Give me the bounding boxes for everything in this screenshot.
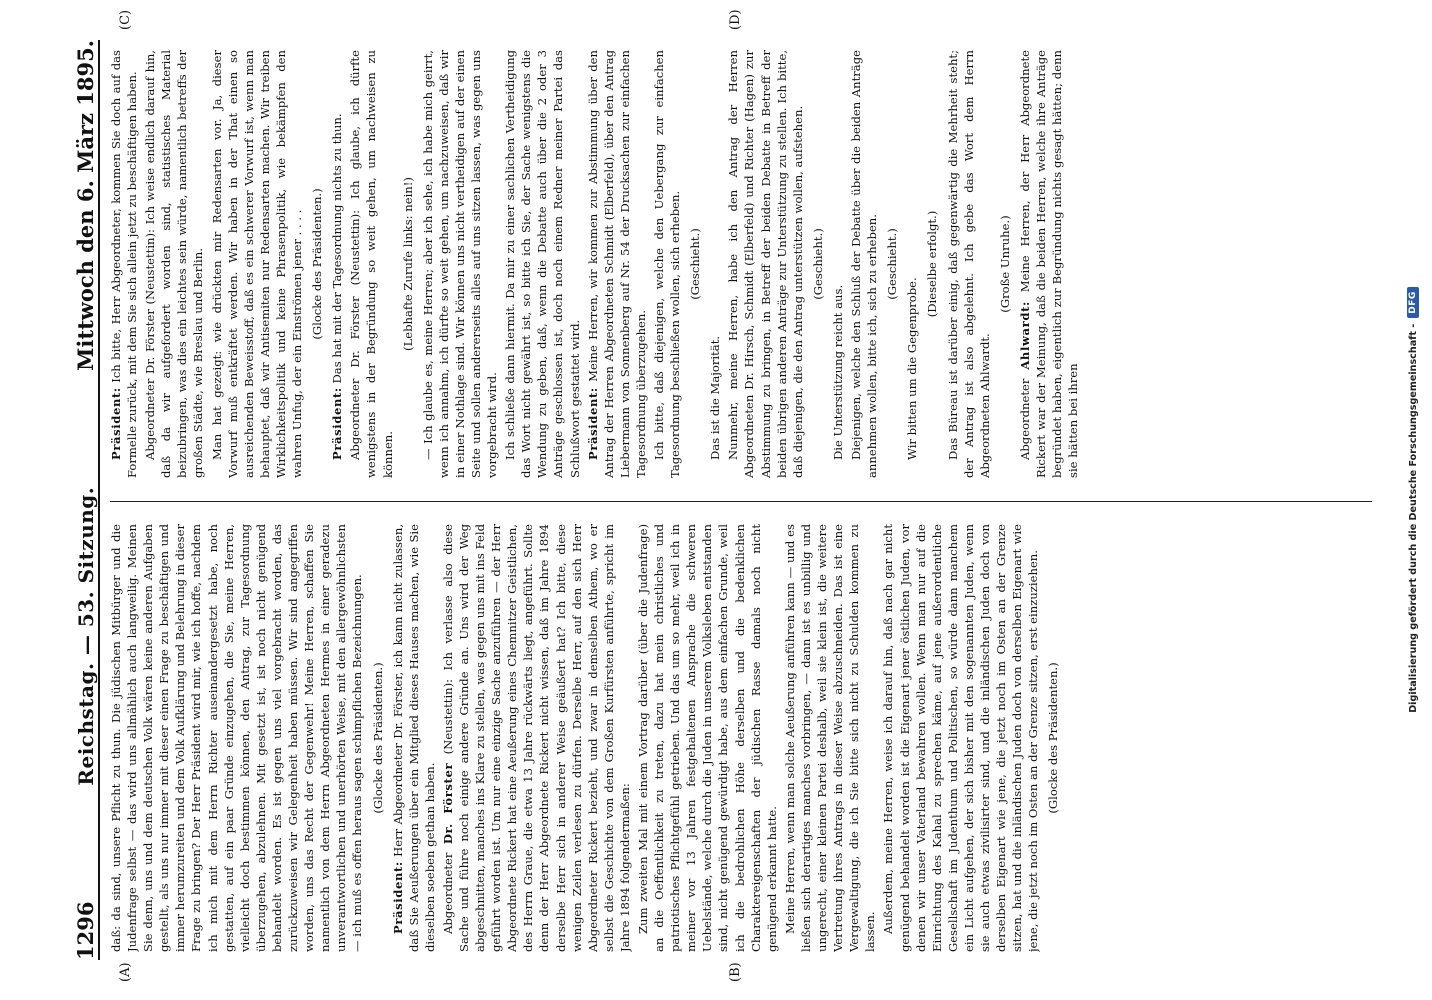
margin-letter-a: (A) [118, 962, 133, 982]
left-paragraph-3-text: (Neustettin): Ich verlasse also diese Sache und führe noch einige andere Gründe an. Uns wird der Weg abgeschnitten, manches ins Klare zu stellen, was gegen uns mit ins Feld geführt worden ist. Um nur eine einzige Sache anzuführen — der Herr Abgeordnete Rickert hat eine Aeußerung eines Chemnitzer Geistlichen, des Herrn Graue, die etwa 13 Jahre rückwärts liegt, angeführt. Sollte denn der Herr Abgeordnete Rickert nicht wissen, daß im Jahre 1894 derselbe Herr sich in anderer Weise geäußert hat? Ich bitte, diese wenigen Zeilen verlesen zu dürfen. Derselbe Herr, auf den sich Herr Abgeordneter Rickert bezieht, und zwar in demselben Athem, wo er selbst die Geschichte von dem Großen Kurfürsten anführte, spricht im Jahre 1894 folgendermaßen: [440, 524, 632, 952]
right-stage-direction-5: (Große Unruhe.) [997, 215, 1012, 313]
left-paragraph-2-text: Herr Abgeordneter Dr. Förster, ich kann nicht zulassen, daß Sie Aeußerungen über ein Mitglied dieses Hauses machen, wie Sie dieselben soeben gethan haben. [390, 524, 437, 952]
speaker-label-president: Präsident: [390, 861, 405, 934]
right-paragraph-7: Ich schließe dann hiermit. Da mir zu einer sachlichen Vertheidigung das Wort nicht gewährt ist, so bitte ich Sie, der Sache wenigstens die Wendung zu geben, daß, wenn die Debatte auch über die 2 oder 3 Anträge geschlossen ist, doch noch einem Redner meiner Partei das Schlußwort gestattet wird. [503, 50, 582, 478]
margin-letter-d: (D) [728, 9, 743, 30]
right-stage-direction-1: (Geschieht.) [688, 228, 703, 300]
left-president-bell-2: (Glocke des Präsidenten.) [1046, 662, 1061, 814]
right-paragraph-6: — Ich glaube es, meine Herren; aber ich sehe, ich habe mich geirrt, wenn ich annahm, ich dürfte so weit gehen, um nachzuweisen, daß wir in einer Nothlage sind. Wir können uns nicht vertheidigen auf der einen Seite und sollen andererseits alles auf uns sitzen lassen, was gegen uns vorgebracht wird. [420, 50, 500, 478]
left-paragraph-1: daß: da sind, unsere Pflicht zu thun. Die jüdischen Mitbürger und die Judenfrage selbst — das wird uns allmählich auch langweilig. Meinen Sie denn, uns und dem deutschen Volk wären keine anderen Aufgaben gestellt, als uns nur immer mit dieser einen Frage zu beschäftigen und immer herumzureiten und dem Volk Aufklärung und Belehrung in dieser Frage zu bringen? Der Herr Präsident wird mir, wie ich hoffe, nachdem ich mich mit dem Herrn Richter auseinandergesetzt habe, noch gestatten, auf ein paar Gründe einzugehen, die Sie, meine Herren, vielleicht doch bestimmen können, den Antrag, zur Tagesordnung überzugehen, abzulehnen. Mit gesetzt ist, ist noch nicht genügend behandelt worden. Es ist gegen uns viel vorgebracht worden, das zurückzuweisen wir Gelegenheit haben müssen. Wir sind angegriffen worden, uns das Recht der Gegenwehr! Meine Herren, schaffen Sie namentlich von dem Herrn Abgeordneten Hermes in einer geradezu unverantwortlichen und unerhörten Weise, mit den allergewöhnlichsten — ich muß es offen heraus sagen schimpflichen Bezeichnungen. [109, 524, 365, 952]
right-paragraph-14: Wir bitten um die Gegenprobe. [905, 277, 920, 460]
right-paragraph-4-text: Das hat mit der Tagesordnung nichts zu thun. [330, 113, 345, 384]
margin-letter-b: (B) [728, 962, 743, 982]
column-divider [110, 501, 1372, 502]
right-president-bell-1: (Glocke des Präsidenten.) [310, 188, 325, 340]
right-paragraph-16-prefix: Abgeordneter [1017, 378, 1032, 460]
right-paragraph-8 [585, 50, 649, 478]
right-paragraph-4 [329, 50, 345, 478]
left-paragraph-6: Außerdem, meine Herren, weise ich darauf hin, daß nach gar nicht genügend behandelt worden ist die Eigenart jener östlichen Juden, vor denen wir unser Vaterland bewahren wollen. Wenn man nur auf die Einrichtung des Kahal zu sprechen käme, auf jene außerordentliche Gesellschaft im Judenthum und Politischen, so würde dann manchem ein Licht aufgehen, der sich bisher mit den sogenannten Juden, wenn sie auch etwas zivilisirter sind, und die inländischen Juden doch von derselben Eigenart wie jene, die jetzt noch im Osten an der Grenze sitzen, hat und die inländischen Juden doch von derselben Eigenart wie jene, die jetzt noch im Osten an der Grenze sitzen, erst einzuziehen. [881, 524, 1041, 952]
left-paragraph-4: Zum zweiten Mal mit einem Vortrag darüber (über die Judenfrage) an die Oeffentlichkeit zu treten, dazu hat mein christliches und patriotisches Pflichtgefühl getrieben. Und das um so mehr, weil ich in meiner vor 13 Jahren festgehaltenen Ansprache die schweren Uebelstände, welche durch die Juden in unserem Volksleben entstanden sind, nicht genügend gewürdigt habe, aus dem einfachen Grunde, weil ich die bedrohlichen Höhe derselben und die bedenklichen Charaktereigenschaften der jüdischen Rasse damals noch nicht genügend erkannt hatte. [636, 524, 779, 952]
left-column [108, 524, 1378, 952]
session-date: Mittwoch den 6. März 1895. [73, 40, 98, 371]
speaker-label-president: Präsident: [585, 387, 600, 460]
right-interjection: (Lebhafte Zurufe links: nein!) [400, 177, 415, 351]
right-paragraph-8-text: Meine Herren, wir kommen zur Abstimmung über den Antrag der Herren Abgeordneten Schmidt (Elberfeld), über den Antrag Liebermann von Sonnenberg auf Nr. 54 der Drucksachen zur einfachen Tagesordnung überzugehen. [585, 50, 648, 478]
speaker-label-president: Präsident: [109, 387, 123, 460]
right-paragraph-1-text: Ich bitte, Herr Abgeordneter, kommen Sie doch auf das Formelle zurück, mit dem Sie sich allein jetzt zu beschäftigen haben. [109, 50, 140, 478]
digitization-credit-text: Digitalisierung gefördert durch die Deutsche Forschungsgemeinschaft - [1407, 323, 1419, 713]
right-paragraph-10: Das ist die Majorität. [708, 335, 723, 460]
right-paragraph-16 [1017, 50, 1081, 478]
dfg-logo-icon: DFG [1407, 287, 1419, 318]
right-paragraph-1 [108, 50, 140, 478]
right-stage-direction-2: (Geschieht.) [810, 228, 825, 300]
right-paragraph-13: Diejenigen, welche den Schluß der Debatte über die beiden Anträge annehmen wollen, bitte ich, sich zu erheben. [849, 50, 880, 478]
speaker-label-foerster: Dr. Förster [440, 762, 455, 845]
page-header [62, 40, 100, 960]
margin-letter-c: (C) [118, 9, 133, 30]
right-paragraph-12: Die Unterstützung reicht aus. [830, 284, 845, 460]
right-paragraph-15: Das Büreau ist darüber einig, daß gegenwärtig die Mehrheit steht; der Antrag ist also abgelehnt. Ich gebe das Wort dem Herrn Abgeordneten Ahlwardt. [945, 50, 992, 478]
right-paragraph-2: Abgeordneter Dr. Förster (Neustettin): Ich weise endlich darauf hin, daß da wir aufgefordert worden sind, statistisches Material beizubringen, was dies ein leichtes sein würde, namentlich betreffs der großen Städte, wie Breslau und Berlin. [143, 50, 206, 478]
right-stage-direction-3: (Geschieht.) [885, 228, 900, 300]
right-paragraph-11: Nunmehr, meine Herren, habe ich den Antrag der Herren Abgeordneten Dr. Hirsch, Schmidt (Elberfeld) und Richter (Hagen) zur Abstimmung zu bringen, in Betreff der beiden Debatte in Betreff der beiden übrigen anderen Anträge zur Unterstützung zu stellen. Ich bitte, daß diejenigen, die den Antrag unterstützen wollen, aufstehen. [726, 50, 805, 478]
right-stage-direction-4: (Dieselbe erfolgt.) [925, 210, 940, 318]
speaker-label-ahlwardt: Ahlwardt: [1017, 301, 1032, 370]
right-column [108, 50, 1378, 478]
left-paragraph-2 [390, 524, 438, 952]
speaker-label-president: Präsident: [330, 387, 345, 460]
right-paragraph-9: Ich bitte, daß diejenigen, welche den Uebergang zur einfachen Tagesordnung beschließen wollen, sich erheben. [652, 50, 683, 478]
left-paragraph-3-prefix: Abgeordneter [440, 852, 455, 934]
right-paragraph-3: Man hat gezeigt: wie drückten mir Redensarten vor. Ja, dieser Vorwurf muß entkräftet werden. Wir haben in der That einen so ausreichenden Beweisstoff, daß es ein schwerer Vorwurf ist, wenn man behauptet, daß wir Antisemiten nur Redensarten machen. Wir treiben Wirklichkeitspolitik und keine Phrasenpolitik, wie bekämpfen den wahren Unfug, der ein Einströmen jener . . . . [209, 50, 305, 478]
digitization-credit [1396, 0, 1430, 1000]
right-paragraph-5: Abgeordneter Dr. Förster (Neustettin): Ich glaube, ich dürfte wenigstens in der Begründung so weit gehen, um nachweisen zu können. [348, 50, 395, 478]
session-title: Reichstag. — 53. Sitzung. [74, 486, 98, 786]
left-paragraph-3 [440, 524, 633, 952]
left-president-bell-1: (Glocke des Präsidenten.) [370, 662, 385, 814]
page-number: 1296 [73, 901, 98, 960]
left-paragraph-5: Meine Herren, wenn man solche Aeußerung anführen kann — und es ließen sich derartiges manches vorbringen, — dann ist es unbillig und ungerecht, einer kleinen Partei deshalb, weil sie klein ist, die weitere Vertretung ihres Antrags in dieser Weise abzuschneiden. Das ist eine Vergewaltigung, die ich Sie bitte sich nicht zu Schulden kommen zu lassen. [782, 524, 878, 952]
right-paragraph-16-text: Meine Herren, der Herr Abgeordnete Rickert war der Meinung, daß die beiden Herren, welche ihre Anträge begründet haben, eigentlich zur Begründung nichts gesagt hätten; denn sie hätten bei ihren [1017, 50, 1081, 478]
